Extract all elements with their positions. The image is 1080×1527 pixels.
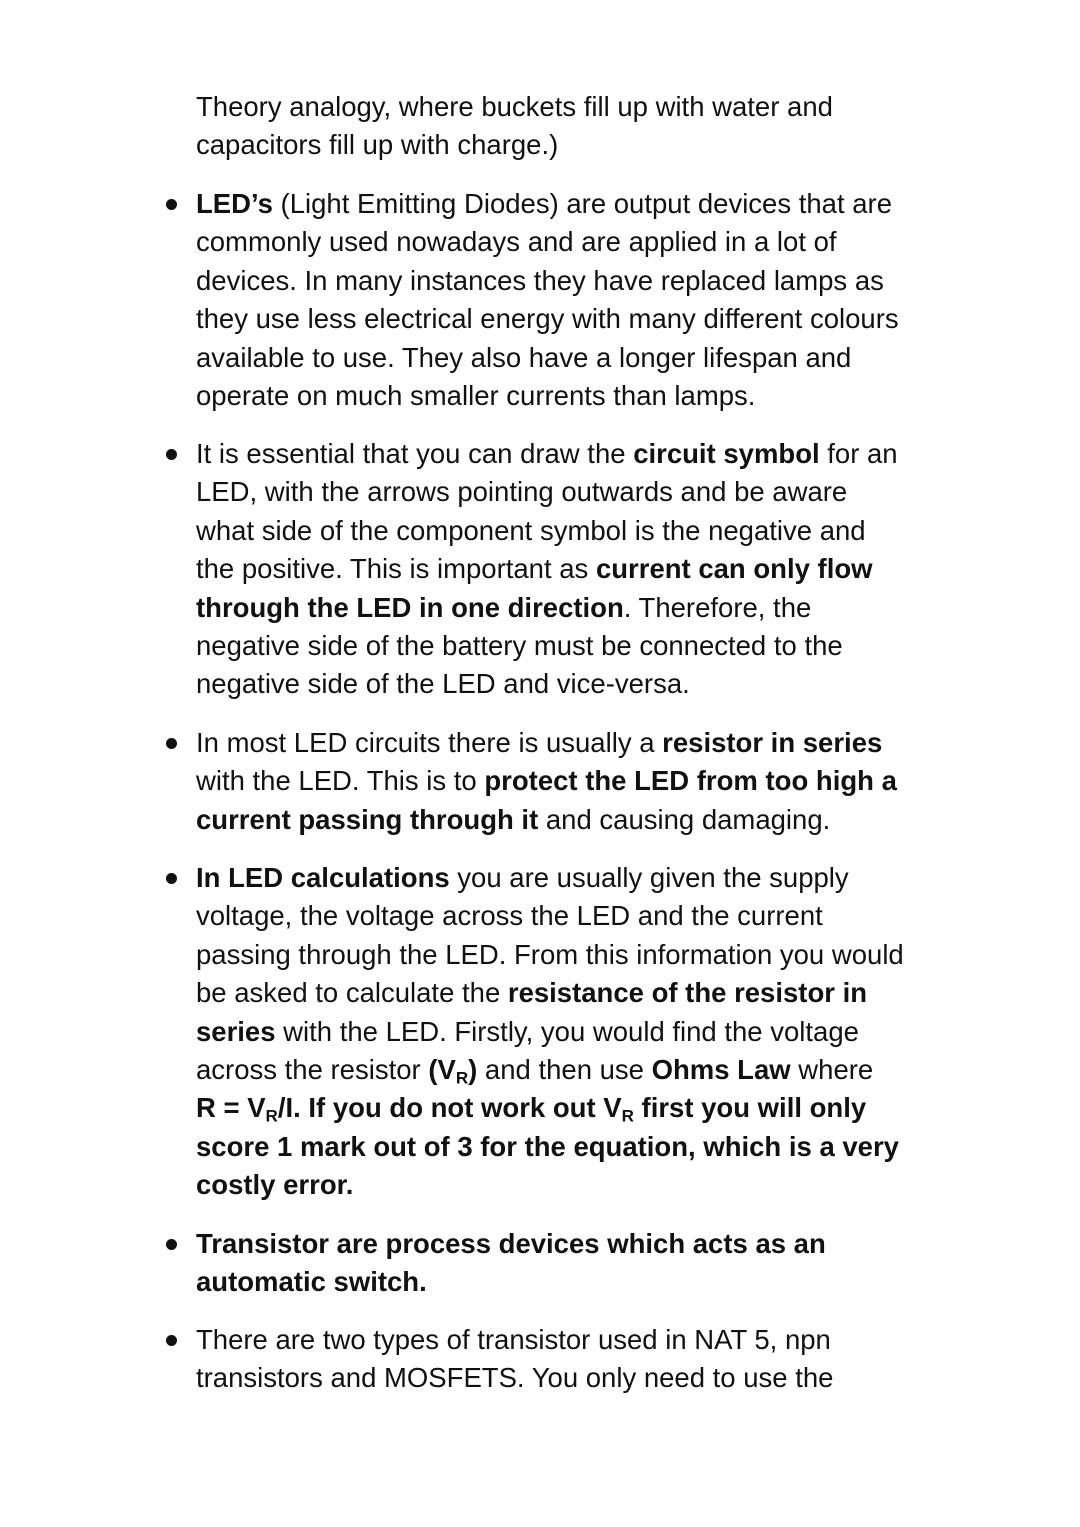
text-run: operate on much smaller currents than lamps. [196, 379, 756, 411]
bold-text: /I. If you do not work out V [277, 1092, 622, 1124]
bold-text: circuit symbol [633, 438, 820, 469]
subscript-text: R [455, 1068, 469, 1088]
bullet-series-resistor [196, 724, 956, 839]
intro-line-1: Theory analogy, where buckets fill up with water and [196, 91, 833, 122]
bullet-text-line [196, 897, 956, 935]
bullet-text-line [196, 1089, 956, 1127]
bullet-led-calculations [196, 859, 956, 1205]
text-run: they use less electrical energy with many different colours [196, 303, 899, 335]
text-run: available to use. They also have a longer lifespan and [196, 341, 852, 373]
bullet-text-line [196, 1225, 956, 1263]
bullet-text-line [196, 377, 956, 415]
bullet-text-line [196, 1359, 956, 1397]
subscript-text: R [621, 1106, 634, 1126]
text-run: with the LED. This is to [196, 765, 485, 797]
text-run: It is essential that you can draw the [196, 438, 634, 469]
text-run: across the resistor [196, 1053, 429, 1085]
bullet-text-line [196, 262, 956, 300]
bullet-text-line [196, 512, 956, 550]
bold-text: current can only flow [595, 553, 873, 585]
bullet-transistor-types [196, 1321, 956, 1398]
text-run: where [790, 1053, 874, 1085]
bullet-circuit-symbol [196, 435, 956, 704]
bold-text: through the LED in one direction [196, 591, 624, 623]
bullet-text-line [196, 339, 956, 377]
intro-line-2: capacitors fill up with charge.) [196, 129, 559, 161]
bullet-text-line [196, 762, 956, 800]
text-run: voltage, the voltage across the LED and the current [196, 900, 823, 932]
text-run: commonly used nowadays and are applied in a lot of [196, 226, 837, 258]
bold-text: protect the LED from too high a [484, 765, 897, 797]
bold-text: automatic switch. [196, 1266, 427, 1298]
bullet-icon [166, 1335, 177, 1346]
text-run: be asked to calculate the [196, 977, 508, 1009]
bullet-text-line [196, 185, 956, 223]
bullet-led-description [196, 185, 956, 415]
bullet-text-line [196, 1166, 956, 1204]
text-run: negative side of the battery must be connected to the [196, 629, 843, 661]
text-run: devices. In many instances they have replaced lamps as [196, 264, 884, 296]
bold-text: LED’s [196, 188, 273, 219]
text-run: LED, with the arrows pointing outwards and be aware [196, 476, 848, 508]
bullet-icon [166, 199, 177, 210]
bullet-text-line [196, 435, 956, 473]
text-run: the positive. This is important as [196, 553, 596, 585]
bullet-icon [166, 738, 177, 749]
bullet-transistor [196, 1225, 956, 1302]
text-run: you are usually given the supply [449, 862, 849, 893]
subscript-text: R [265, 1106, 278, 1126]
bold-text: first you will only [633, 1092, 867, 1124]
bullet-text-line [196, 589, 956, 627]
bullet-icon [166, 1239, 177, 1250]
intro-paragraph [196, 88, 956, 165]
text-run: (Light Emitting Diodes) are output devices that are [272, 188, 892, 219]
bullet-text-line [196, 859, 956, 897]
bold-text: resistor in series [662, 727, 883, 758]
bullet-text-line [196, 974, 956, 1012]
bullet-text-line [196, 801, 956, 839]
bold-text: costly error. [196, 1169, 354, 1201]
bullet-icon [166, 449, 177, 460]
bold-text: (V [428, 1053, 456, 1085]
bold-text: ) [468, 1053, 478, 1085]
bold-text: score 1 mark out of 3 for the equation, which is a very [196, 1130, 899, 1162]
bullet-text-line [196, 1013, 956, 1051]
text-run: and causing damaging. [538, 803, 831, 835]
bold-text: resistance of the resistor in [507, 977, 868, 1009]
bold-text: Transistor are process devices which acts as an [196, 1228, 826, 1259]
text-run: There are two types of transistor used in NAT 5, npn [196, 1324, 831, 1355]
bullet-icon [166, 873, 177, 884]
text-run: for an [819, 438, 898, 469]
bold-text: R = V [196, 1092, 266, 1124]
bullet-text-line [196, 550, 956, 588]
text-run: passing through the LED. From this information you would [196, 938, 904, 970]
bold-text: current passing through it [196, 803, 539, 835]
bullet-text-line [196, 1263, 956, 1301]
text-run: transistors and MOSFETS. You only need to use the [196, 1362, 834, 1394]
bullet-text-line [196, 665, 956, 703]
text-run: In most LED circuits there is usually a [196, 727, 663, 758]
bullet-text-line [196, 627, 956, 665]
text-run: . Therefore, the [623, 591, 812, 623]
bullet-text-line [196, 1321, 956, 1359]
bold-text: series [196, 1015, 276, 1047]
bold-text: In LED calculations [196, 862, 450, 893]
bullet-text-line [196, 1128, 956, 1166]
bullet-text-line [196, 473, 956, 511]
text-run: negative side of the LED and vice-versa. [196, 668, 690, 700]
bullet-text-line [196, 1051, 956, 1089]
bullet-text-line [196, 223, 956, 261]
text-run: with the LED. Firstly, you would find the voltage [275, 1015, 859, 1047]
bold-text: Ohms Law [651, 1053, 791, 1085]
text-run: and then use [477, 1053, 652, 1085]
bullet-text-line [196, 300, 956, 338]
text-run: what side of the component symbol is the negative and [196, 514, 866, 546]
bullet-text-line [196, 936, 956, 974]
bullet-text-line [196, 724, 956, 762]
